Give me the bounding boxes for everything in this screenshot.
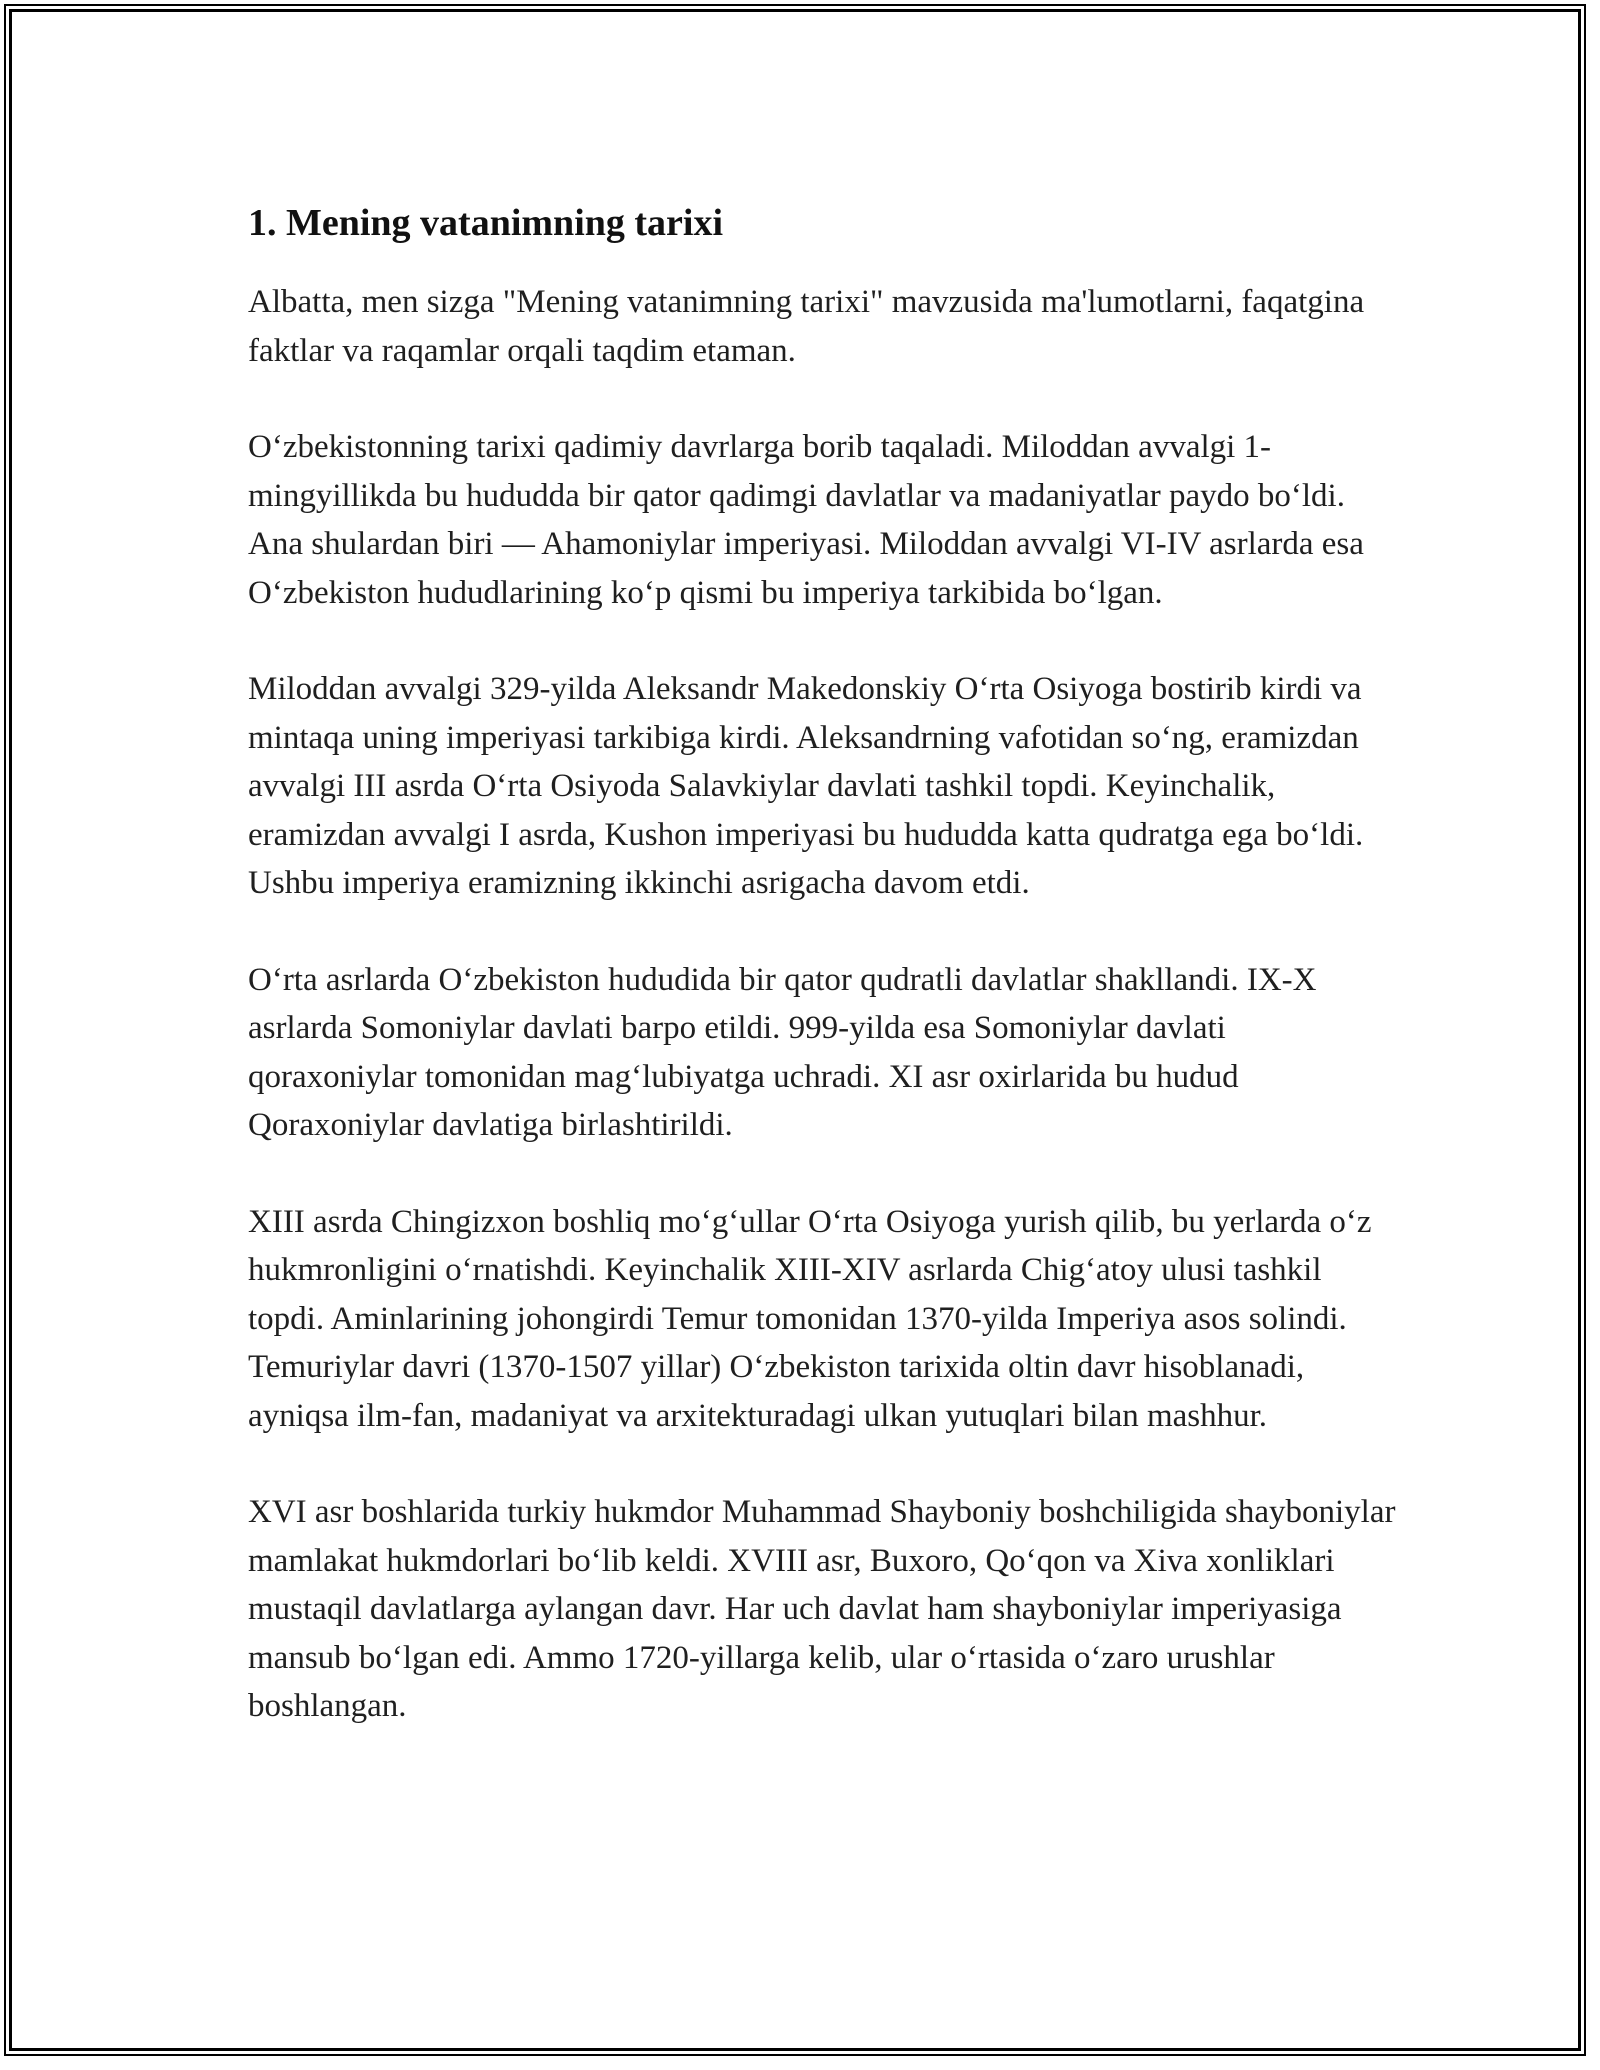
paragraph-middle-ages: O‘rta asrlarda O‘zbekiston hududida bir qator qudratli davlatlar shakllandi. IX-X asrlarda Somoniylar davlati barpo etildi. 999-yilda esa Somoniylar davlati qoraxoniylar tomonidan mag‘lubiyatga uchradi. XI asr oxirlarida bu hudud Qoraxoniylar davlatiga birlashtirildi. xyxy=(248,961,1317,1143)
paragraph-alexander-kushan: Miloddan avvalgi 329-yilda Aleksandr Makedonskiy O‘rta Osiyoga bostirib kirdi va mintaqa uning imperiyasi tarkibiga kirdi. Aleksandrning vafotidan so‘ng, eramizdan avvalgi III asrda O‘rta Osiyoda Salavkiylar davlati tashkil topdi. Keyinchalik, eramizdan avvalgi I asrda, Kushon imperiyasi bu hududda katta qudratga ega bo‘ldi. Ushbu imperiya eramizning ikkinchi asrigacha davom etdi. xyxy=(248,671,1364,901)
page-frame xyxy=(9,9,1581,2051)
paragraph-mongols-timurids: XIII asrda Chingizxon boshliq mo‘g‘ullar O‘rta Osiyoga yurish qilib, bu yerlarda o‘z hukmronligini o‘rnatishdi. Keyinchalik XIII-XIV asrlarda Chig‘atoy ulusi tashkil topdi. Aminlarining johongirdi Temur tomonidan 1370-yilda Imperiya asos solindi. Temuriylar davri (1370-1507 yillar) O‘zbekiston tarixida oltin davr hisoblanadi, ayniqsa ilm-fan, madaniyat va arxitekturadagi ulkan yutuqlari bilan mashhur. xyxy=(248,1203,1372,1434)
paragraph-intro: Albatta, men sizga "Mening vatanimning tarixi" mavzusida ma'lumotlarni, faqatgina faktlar va raqamlar orqali taqdim etaman. xyxy=(248,284,1365,369)
paragraph-ancient-history: O‘zbekistonning tarixi qadimiy davrlarga borib taqaladi. Miloddan avvalgi 1-mingyillikda bu hududda bir qator qadimgi davlatlar va madaniyatlar paydo bo‘ldi. Ana shulardan biri — Ahamoniylar imperiyasi. Miloddan avvalgi VI-IV asrlarda esa O‘zbekiston hududlarining ko‘p qismi bu imperiya tarkibida bo‘lgan. xyxy=(248,429,1364,611)
page-title: 1. Mening vatanimning tarixi xyxy=(248,202,724,244)
paragraph-shaybanids-khanates: XVI asr boshlarida turkiy hukmdor Muhammad Shayboniy boshchiligida shayboniylar mamlakat hukmdorlari bo‘lib keldi. XVIII asr, Buxoro, Qo‘qon va Xiva xonliklari mustaqil davlatlarga aylangan davr. Har uch davlat ham shayboniylar imperiyasiga mansub bo‘lgan edi. Ammo 1720-yillarga kelib, ular o‘rtasida o‘zaro urushlar boshlangan. xyxy=(248,1494,1396,1724)
document-body xyxy=(248,198,1398,1731)
